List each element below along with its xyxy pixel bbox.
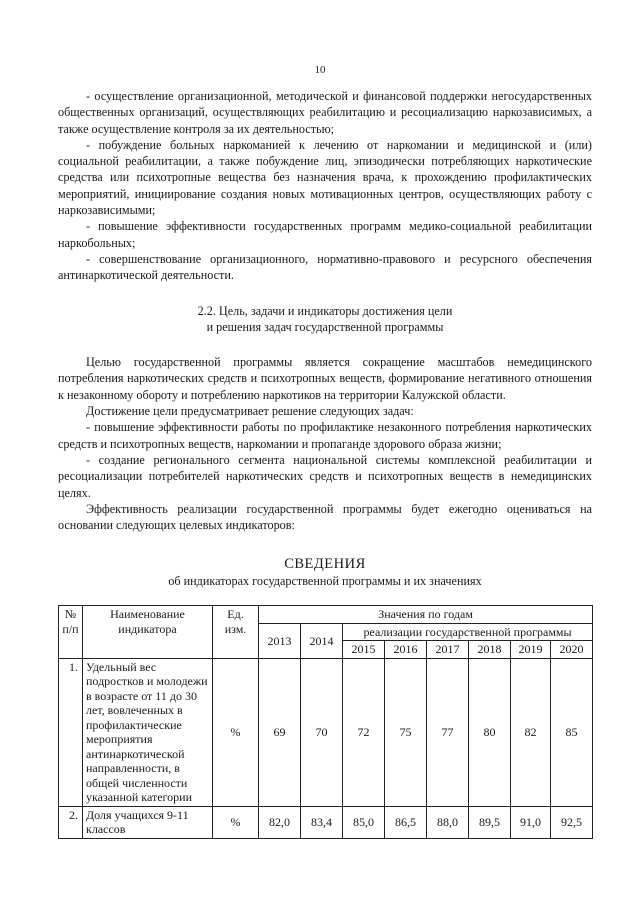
header-year: 2020 (551, 641, 593, 659)
table-row (59, 658, 593, 806)
indicator-value: 70 (301, 658, 343, 806)
header-year: 2017 (427, 641, 469, 659)
indicator-name: Доля учащихся 9-11 классов (83, 806, 213, 838)
indicator-value: 82,0 (259, 806, 301, 838)
indicator-value: 91,0 (511, 806, 551, 838)
document-body (58, 88, 592, 839)
section-heading (58, 303, 592, 336)
indicator-value: 80 (469, 658, 511, 806)
indicator-value: 72 (343, 658, 385, 806)
page-number: 10 (314, 64, 326, 76)
indicator-value: 75 (385, 658, 427, 806)
table-subtitle: об индикаторах государственной программы и их значениях (168, 574, 482, 589)
paragraph: - повышение эффективности государственных программ медико-социальной реабилитации наркобольных; (58, 219, 592, 250)
indicator-value: 69 (259, 658, 301, 806)
header-values-by-year: Значения по годам (259, 606, 593, 624)
paragraph: - побуждение больных наркоманией к лечению от наркомании и медицинской и (или) социальной реабилитации, а также побуждение лиц, эпизодически потребляющих наркотические средства или психотропные вещества без назначения врача, к прохождению профилактических мероприятий, инициирование создания новых мотивационных центров, осуществляющих работу с наркозависимыми; (58, 137, 592, 218)
paragraph: Целью государственной программы является сокращение масштабов немедицинского потребления наркотических средств и психотропных веществ, формирование негативного отношения к незаконному обороту и потреблению наркотиков на территории Калужской области. (58, 355, 592, 402)
indicator-value: 88,0 (427, 806, 469, 838)
header-name: Наименование индикатора (83, 606, 213, 659)
header-unit: Ед. изм. (213, 606, 259, 659)
paragraph: - создание регионального сегмента национальной системы комплексной реабилитации и ресоциализации потребителей наркотических средств и психотропных веществ в немедицинских целях. (58, 452, 592, 500)
header-year: 2016 (385, 641, 427, 659)
paragraph: Достижение цели предусматривает решение следующих задач: (86, 404, 414, 419)
header-year: 2018 (469, 641, 511, 659)
header-implementation: реализации государственной программы (343, 623, 593, 641)
header-no: № п/п (59, 606, 83, 659)
paragraph: - повышение эффективности работы по профилактике незаконного потребления наркотических средств и психотропных веществ, наркомании и пропаганде здорового образа жизни; (58, 420, 592, 451)
indicator-value: 86,5 (385, 806, 427, 838)
table-row (59, 806, 593, 838)
indicator-value: 82 (511, 658, 551, 806)
header-year: 2019 (511, 641, 551, 659)
header-year: 2015 (343, 641, 385, 659)
indicators-table (58, 605, 593, 839)
paragraph: - совершенствование организационного, нормативно-правового и ресурсного обеспечения антинаркотической деятельности. (58, 251, 592, 283)
section-heading-line: 2.2. Цель, задачи и индикаторы достижения цели (197, 303, 453, 318)
indicator-value: 89,5 (469, 806, 511, 838)
paragraph: Эффективность реализации государственной программы будет ежегодно оцениваться на основании следующих целевых индикаторов: (58, 501, 592, 533)
row-number: 1. (59, 658, 83, 806)
indicator-value: 85,0 (343, 806, 385, 838)
indicator-value: 85 (551, 658, 593, 806)
indicator-value: 83,4 (301, 806, 343, 838)
indicator-unit: % (213, 658, 259, 806)
indicator-name: Удельный вес подростков и молодежи в возрасте от 11 до 30 лет, вовлеченных в профилактические мероприятия антинаркотической направленности, в общей численности указанной категории (83, 658, 213, 806)
header-year: 2014 (301, 623, 343, 658)
section-heading-line: и решения задач государственной программы (206, 319, 444, 334)
indicator-value: 77 (427, 658, 469, 806)
header-year: 2013 (259, 623, 301, 658)
indicator-unit: % (213, 806, 259, 838)
table-title: СВЕДЕНИЯ (284, 556, 366, 573)
row-number: 2. (59, 806, 83, 838)
indicator-value: 92,5 (551, 806, 593, 838)
paragraph: - осуществление организационной, методической и финансовой поддержки негосударственных общественных организаций, осуществляющих реабилитацию и ресоциализацию наркозависимых, а также осуществление контроля за их деятельностью; (58, 89, 592, 136)
